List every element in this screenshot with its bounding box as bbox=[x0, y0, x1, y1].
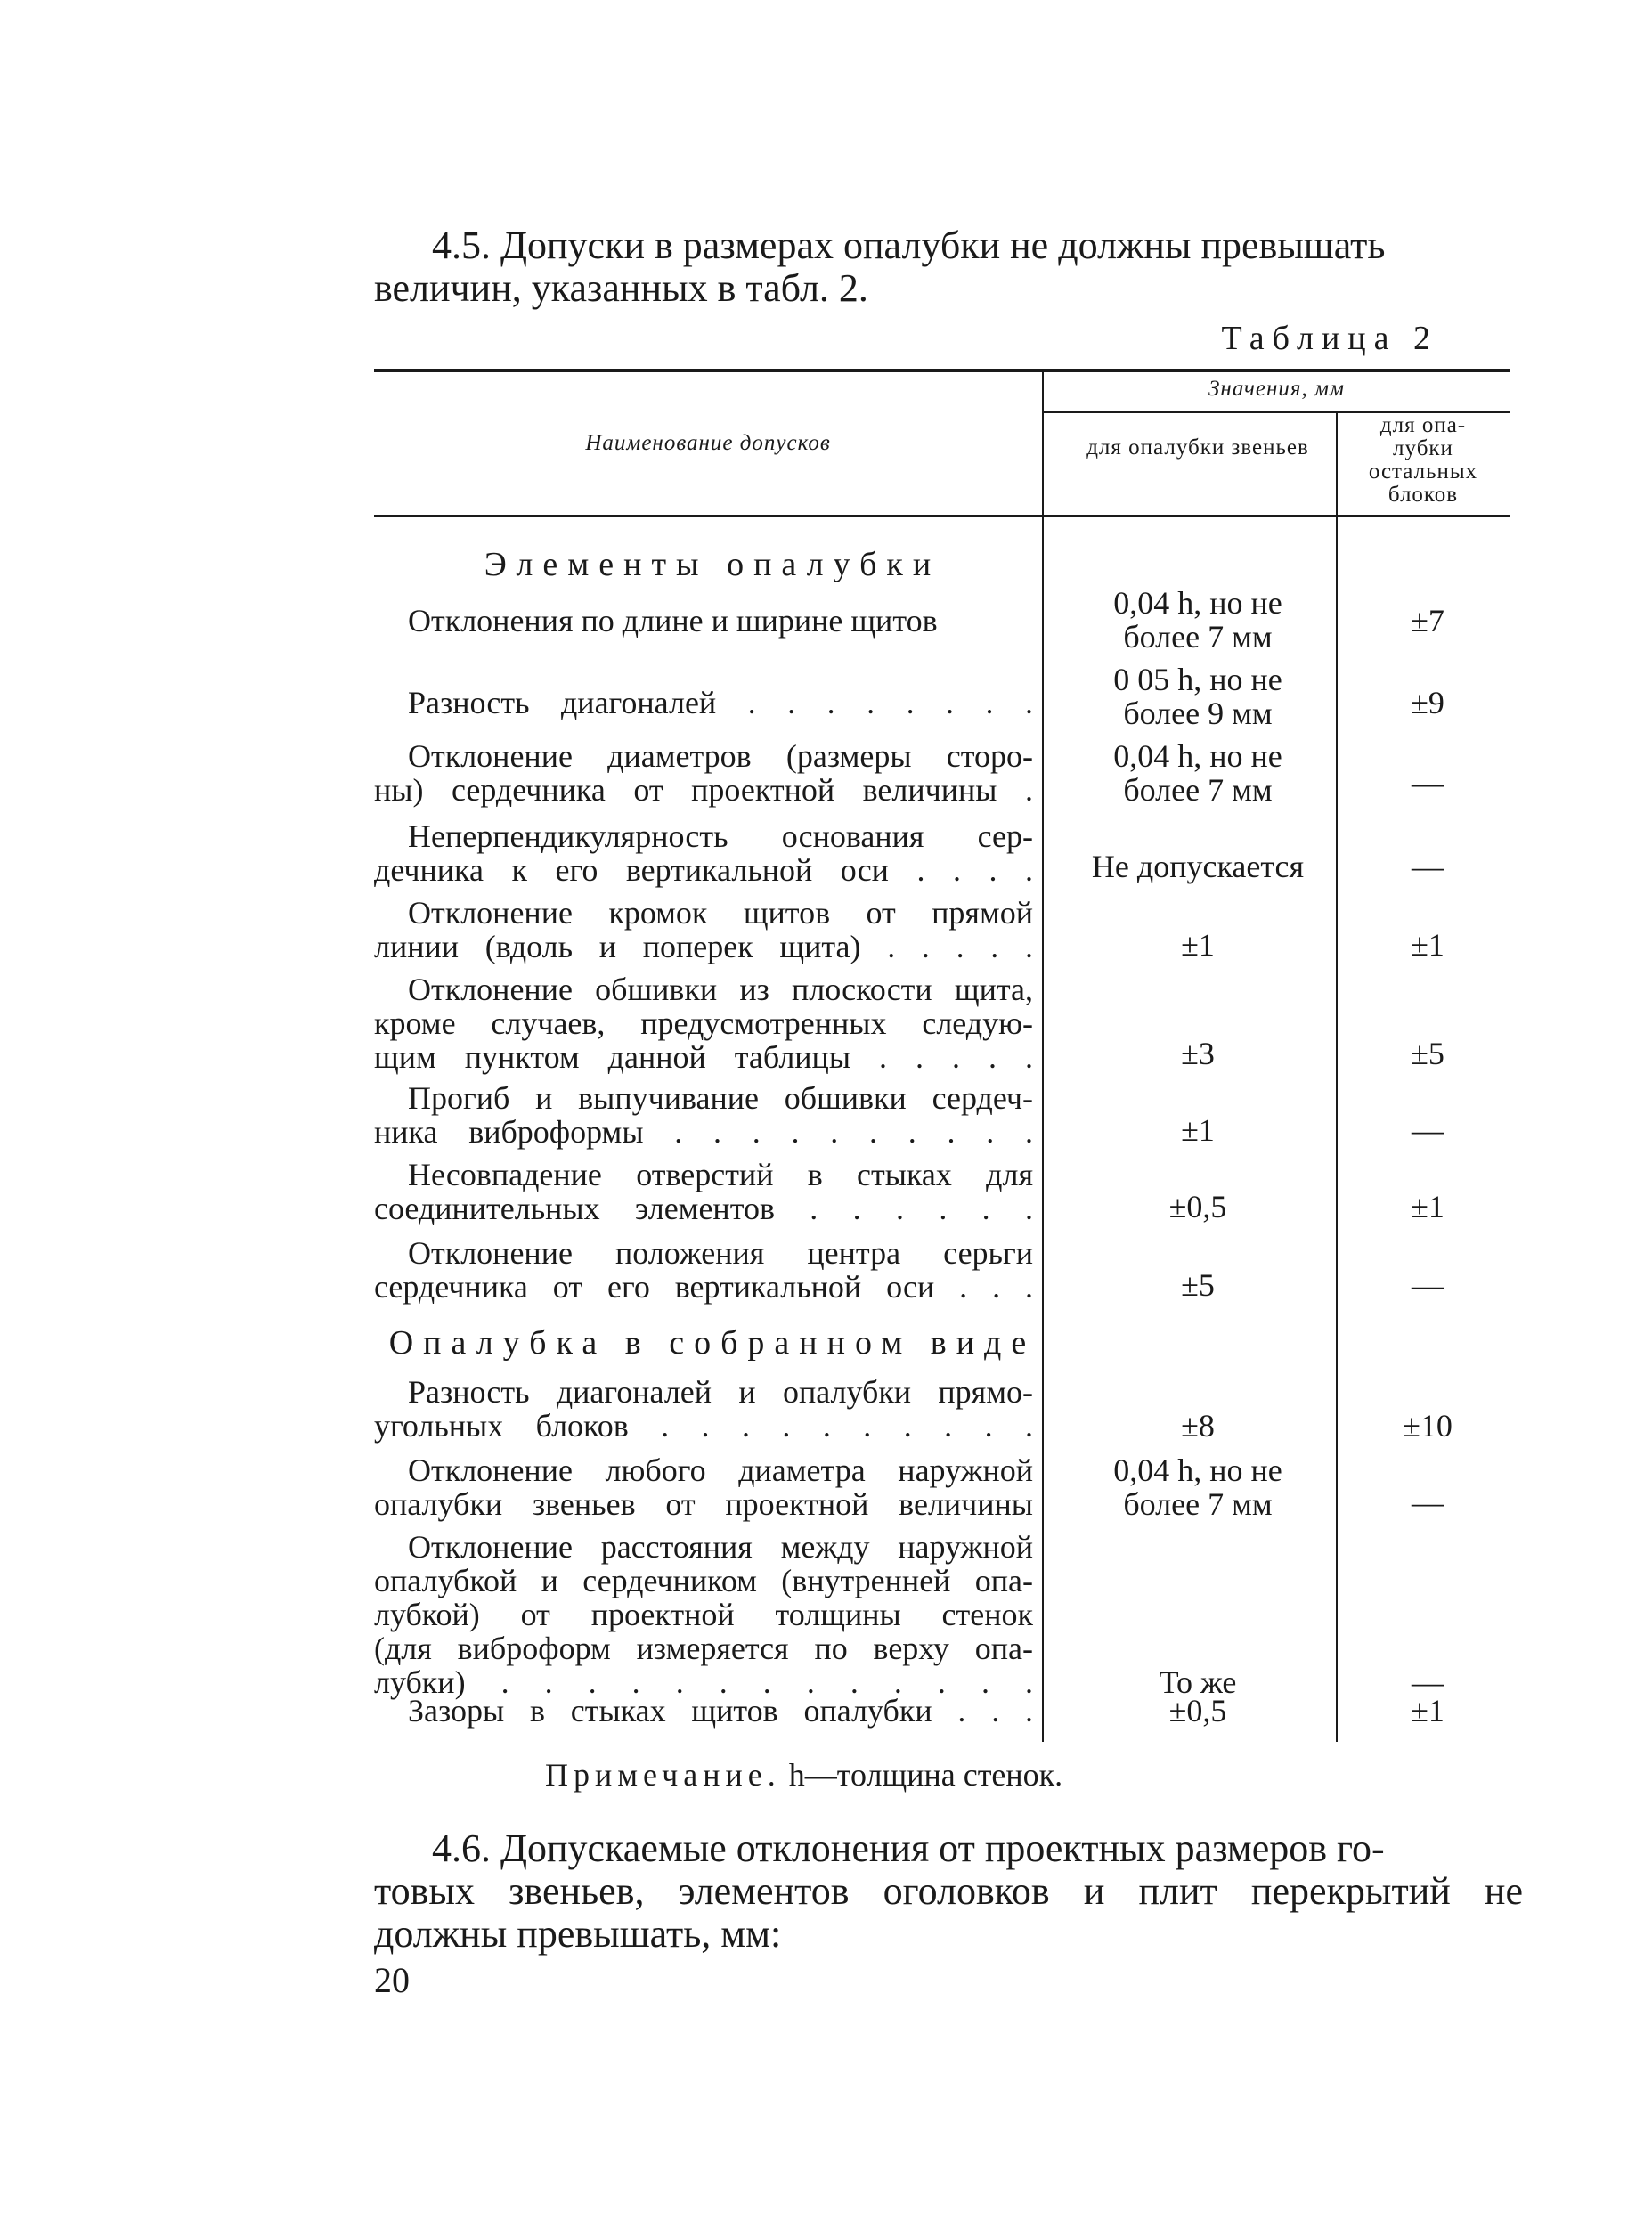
row-value-links: 0 05 h, но не более 9 мм bbox=[1113, 662, 1282, 731]
row-name: Неперпендикулярность основания сер- дечника к его вертикальной оси . . . . bbox=[374, 818, 1033, 888]
row-value-links: 0,04 h, но не более 7 мм bbox=[1113, 585, 1282, 655]
row-value-links: ±1 bbox=[1181, 927, 1215, 963]
row-value-links: 0,04 h, но не более 7 мм bbox=[1113, 738, 1282, 808]
table-caption: Таблица 2 bbox=[1221, 320, 1438, 357]
page-number: 20 bbox=[374, 1960, 410, 2000]
next-line-1: 4.6. Допускаемые отклонения от проектных размеров го- bbox=[432, 1826, 1385, 1870]
row-value-other: — bbox=[1412, 1664, 1444, 1700]
row-value-links: 0,04 h, но не более 7 мм bbox=[1113, 1452, 1282, 1522]
row-value-links: То же bbox=[1159, 1664, 1237, 1700]
row-name: Разность диагоналей и опалубки прямо- угольных блоков . . . . . . . . . . bbox=[374, 1374, 1033, 1444]
table-top-rule bbox=[374, 369, 1510, 372]
row-name: Разность диагоналей . . . . . . . . bbox=[408, 685, 1033, 720]
section-title: Опалубка в собранном виде bbox=[388, 1324, 1037, 1362]
row-value-other: ±7 bbox=[1411, 603, 1444, 639]
row-value-other: ±1 bbox=[1411, 927, 1444, 963]
header-name-column: Наименование допусков bbox=[585, 431, 831, 455]
header-values-group: Значения, мм bbox=[1208, 377, 1345, 401]
row-value-other: — bbox=[1412, 1485, 1444, 1520]
row-name: Отклонение обшивки из плоскости щита, кроме случаев, предусмотренных следую- щим пунктом данной таблицы . . . . . bbox=[374, 972, 1033, 1075]
row-value-links: ±5 bbox=[1181, 1267, 1215, 1303]
row-name: Прогиб и выпучивание обшивки сердеч- ника виброформы . . . . . . . . . . bbox=[374, 1080, 1033, 1150]
row-value-other: — bbox=[1412, 765, 1444, 801]
row-value-other: ±9 bbox=[1411, 685, 1444, 720]
row-value-links: ±1 bbox=[1181, 1112, 1215, 1148]
row-value-links: ±0,5 bbox=[1168, 1189, 1227, 1224]
row-value-other: ±1 bbox=[1411, 1189, 1444, 1224]
section-title: Элементы опалубки bbox=[484, 546, 941, 583]
next-paragraph bbox=[374, 1827, 1523, 1956]
row-name: Отклонение диаметров (размеры сторо- ны) сердечника от проектной величины . bbox=[374, 738, 1033, 808]
row-value-links: ±0,5 bbox=[1168, 1693, 1227, 1729]
note-label: Примечание. bbox=[545, 1757, 781, 1793]
row-value-other: — bbox=[1412, 1112, 1444, 1148]
header-bottom-rule bbox=[374, 515, 1510, 517]
row-value-other: ±1 bbox=[1411, 1693, 1444, 1729]
row-value-other: ±5 bbox=[1411, 1036, 1444, 1071]
intro-line-2: величин, указанных в табл. 2. bbox=[374, 266, 868, 310]
row-name: Отклонения по длине и ширине щитов bbox=[408, 603, 938, 639]
intro-line-1: 4.5. Допуски в размерах опалубки не должны превышать bbox=[432, 224, 1386, 267]
header-col1: для опалубки звеньев bbox=[1086, 435, 1309, 460]
row-name: Отклонение кромок щитов от прямой линии (вдоль и поперек щита) . . . . . bbox=[374, 895, 1033, 964]
intro-paragraph bbox=[374, 224, 1523, 310]
row-value-other: — bbox=[1412, 849, 1444, 884]
next-line-3: должны превышать, мм: bbox=[374, 1912, 782, 1956]
row-name: Зазоры в стыках щитов опалубки . . . bbox=[408, 1693, 1033, 1729]
row-value-other: ±10 bbox=[1403, 1408, 1453, 1444]
row-value-links: Не допускается bbox=[1091, 849, 1305, 884]
table-note bbox=[545, 1756, 1062, 1794]
row-name: Отклонение любого диаметра наружной опалубки звеньев от проектной величины bbox=[374, 1452, 1033, 1522]
row-name: Отклонение расстояния между наружной опалубкой и сердечником (внутренней опа- лубкой) от проектной толщины стенок (для виброформ измеряется по верху опа- лубки) . . . . . . . . . . . . . bbox=[374, 1529, 1033, 1700]
row-name: Несовпадение отверстий в стыках для соединительных элементов . . . . . . bbox=[374, 1157, 1033, 1226]
header-col2: для опа- лубки остальных блоков bbox=[1368, 413, 1478, 507]
next-line-2: товых звеньев, элементов оголовков и плит перекрытий не bbox=[374, 1869, 1523, 1913]
row-value-links: ±8 bbox=[1181, 1408, 1215, 1444]
row-value-other: — bbox=[1412, 1267, 1444, 1303]
note-text: h—толщина стенок. bbox=[788, 1757, 1063, 1793]
row-name: Отклонение положения центра серьги сердечника от его вертикальной оси . . . bbox=[374, 1235, 1033, 1305]
row-value-links: ±3 bbox=[1181, 1036, 1215, 1071]
